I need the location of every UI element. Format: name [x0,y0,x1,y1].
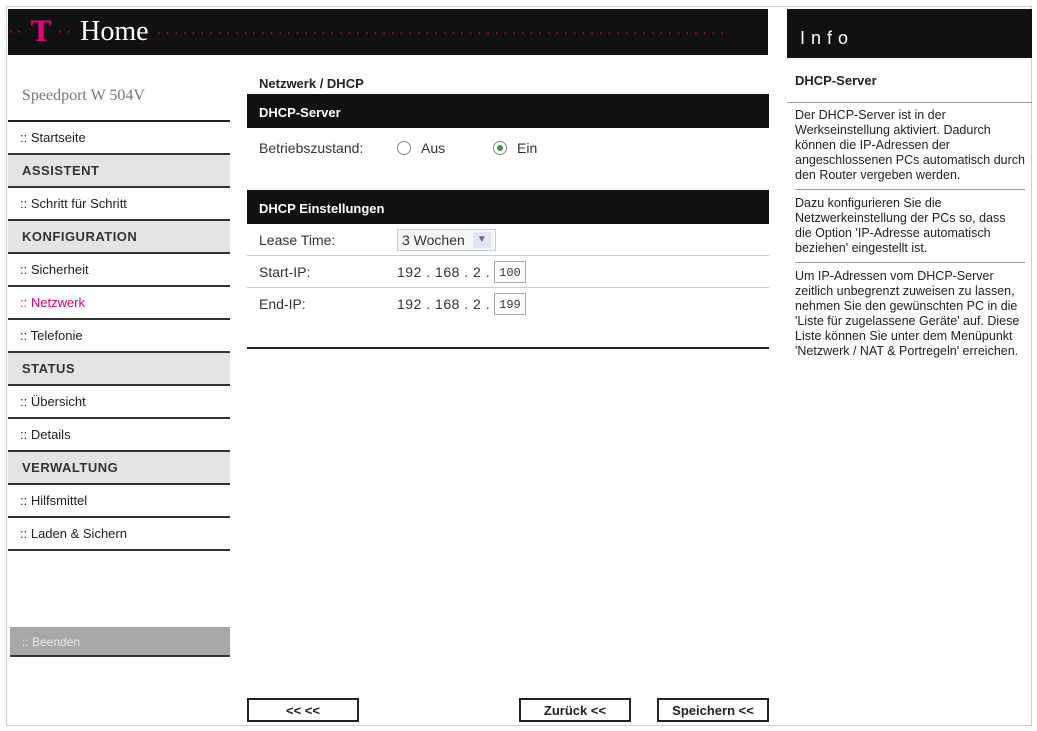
page-title: Home [80,16,149,47]
info-heading: DHCP-Server [795,73,877,88]
content-divider [247,347,769,349]
info-paragraph-3: Um IP-Adressen vom DHCP-Server zeitlich unbegrenzt zuweisen zu lassen, nehmen Sie den gewünschten PC in die 'Liste für zugelassene Geräte' auf. Diese Liste können Sie unter dem Menüpunkt 'Netzwerk / NAT & Portregeln' erreichen. [795,269,1020,358]
end-ip-last-octet-input[interactable]: 199 [494,293,526,315]
radio-aus[interactable] [397,140,493,156]
radio-aus-label: Aus [421,140,446,156]
main-content [247,72,769,320]
sidebar-section-status: STATUS [8,353,230,386]
sidebar-item-netzwerk[interactable]: :: Netzwerk [8,287,230,320]
lease-time-select[interactable] [397,229,496,251]
breadcrumb: Netzwerk / DHCP [259,76,364,91]
info-paragraph-1: Der DHCP-Server ist in der Werkseinstellung aktiviert. Dadurch können die IP-Adressen der angeschlossenen PCs automatisch durch den Router vergeben werden. [795,108,1025,182]
header-dots-left: ·· [8,23,25,40]
dhcp-settings-section-header: DHCP Einstellungen [247,190,769,224]
sidebar-item-startseite[interactable]: :: Startseite [8,122,230,155]
end-ip-row [247,288,769,320]
start-ip-last-octet-input[interactable]: 100 [494,261,526,283]
sidebar-section-konfiguration: KONFIGURATION [8,221,230,254]
lease-time-label: Lease Time: [259,231,336,248]
mode-label: Betriebszustand: [259,140,364,156]
sidebar-item-hilfsmittel[interactable]: :: Hilfsmittel [8,485,230,518]
speichern-button[interactable]: Speichern << [657,698,769,722]
header-dots-right: ·································································· [156,24,729,40]
radio-ein-icon[interactable] [493,141,507,155]
info-paragraph-2: Dazu konfigurieren Sie die Netzwerkeinstellung der PCs so, dass die Option 'IP-Adresse automatisch beziehen' eingestellt ist. [795,196,1006,255]
end-ip-label: End-IP: [259,296,306,312]
sidebar [8,62,230,551]
lease-time-row [247,224,769,256]
logout-button[interactable]: :: Beenden [10,627,230,657]
start-ip-label: Start-IP: [259,263,311,280]
sidebar-item-telefonie[interactable]: :: Telefonie [8,320,230,353]
start-ip-prefix: 192 . 168 . 2 . [397,263,491,280]
sidebar-item-laden-sichern[interactable]: :: Laden & Sichern [8,518,230,551]
radio-aus-icon[interactable] [397,141,411,155]
header-dots-mid: ·· [57,23,75,40]
telekom-logo: T [30,15,52,48]
sidebar-item-uebersicht[interactable]: :: Übersicht [8,386,230,419]
mode-row [247,128,769,168]
back-button[interactable]: << << [247,698,359,722]
info-header: Info [787,9,1032,58]
sidebar-item-sicherheit[interactable]: :: Sicherheit [8,254,230,287]
home-header [8,9,768,55]
sidebar-item-details[interactable]: :: Details [8,419,230,452]
sidebar-section-verwaltung: VERWALTUNG [8,452,230,485]
radio-ein[interactable] [493,140,537,156]
spacer [247,168,769,190]
start-ip-row [247,256,769,288]
info-separator [795,189,1025,190]
info-separator [795,262,1025,263]
info-panel [795,73,1025,365]
sidebar-item-schritt-fuer-schritt[interactable]: :: Schritt für Schritt [8,188,230,221]
lease-time-value: 3 Wochen [402,231,465,248]
sidebar-section-assistent: ASSISTENT [8,155,230,188]
zurueck-button[interactable]: Zurück << [519,698,631,722]
device-name: Speedport W 504V [8,62,230,122]
chevron-down-icon[interactable]: ▼ [473,232,491,248]
radio-ein-label: Ein [517,140,538,156]
end-ip-prefix: 192 . 168 . 2 . [397,296,491,312]
dhcp-server-section-header: DHCP-Server [247,94,769,128]
